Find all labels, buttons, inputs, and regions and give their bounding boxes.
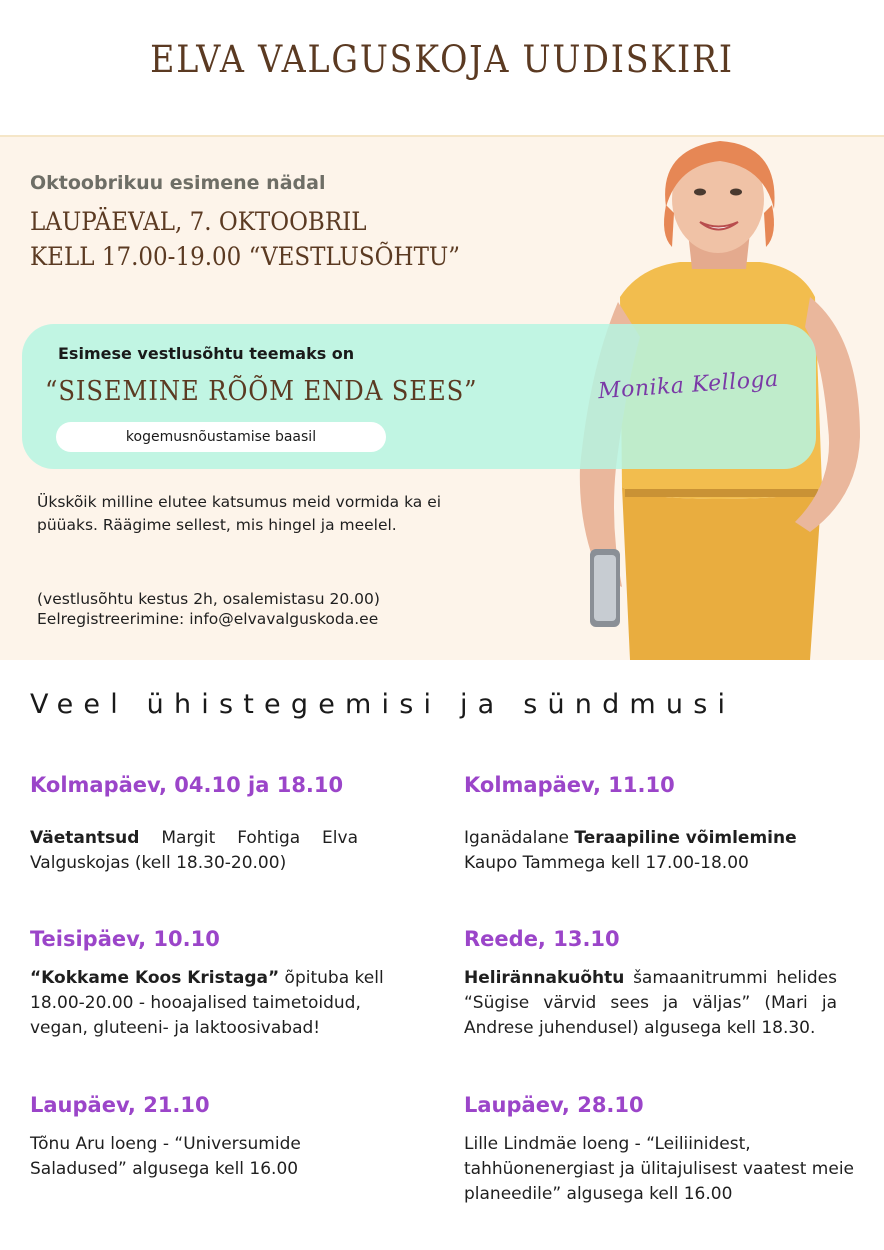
event-description: Väetantsud Margit Fohtiga Elva Valguskojas (kell 18.30-20.00): [30, 828, 358, 873]
event-item: [464, 773, 859, 876]
event-item: [30, 927, 425, 1041]
hero-description: Ükskõik milline elutee katsumus meid vormida ka ei püüaks. Räägime sellest, mis hingel ja meelel.: [37, 493, 442, 534]
event-description: Tõnu Aru loeng - “Universumide Saladused” algusega kell 16.00: [30, 1134, 301, 1179]
event-day: Kolmapäev, 11.10: [464, 773, 675, 797]
event-title: Väetantsud: [30, 828, 140, 848]
hero-section: [0, 135, 884, 660]
host-signature: Monika Kelloga: [597, 366, 780, 405]
event-description: Iganädalane Teraapiline võimlemine Kaupo Tammega kell 17.00-18.00: [464, 828, 797, 873]
event-item: [464, 1093, 859, 1207]
event-day: Laupäev, 28.10: [464, 1093, 644, 1117]
event-description: “Kokkame Koos Kristaga” õpituba kell 18.00-20.00 - hooajalised taimetoidud, vegan, gluteeni- ja laktoosivabad!: [30, 968, 384, 1038]
topic-title: “SISEMINE RÕÕM ENDA SEES”: [45, 376, 478, 407]
event-day: Teisipäev, 10.10: [30, 927, 220, 951]
event-day: Laupäev, 21.10: [30, 1093, 210, 1117]
fee-note: (vestlusõhtu kestus 2h, osalemistasu 20.00): [37, 590, 380, 608]
topic-pill: kogemusnõustamise baasil: [56, 422, 386, 452]
event-day: Kolmapäev, 04.10 ja 18.10: [30, 773, 344, 797]
event-description: Helirännakuõhtu šamaanitrummi helides “Sügise värvid sees ja väljas” (Mari ja Andrese juhendusel) algusega kell 18.30.: [464, 968, 837, 1038]
event-item: [30, 773, 425, 876]
event-day: Reede, 13.10: [464, 927, 620, 951]
event-time: KELL 17.00-19.00 “VESTLUSÕHTU”: [30, 242, 461, 271]
topic-intro: Esimese vestlusõhtu teemaks on: [58, 344, 355, 363]
event-date: LAUPÄEVAL, 7. OKTOOBRIL: [30, 207, 367, 236]
event-title: Helirännakuõhtu: [464, 968, 625, 988]
event-title: Teraapiline võimlemine: [574, 828, 797, 848]
events-heading: Veel ühistegemisi ja sündmusi: [30, 689, 736, 720]
event-item: [464, 927, 859, 1041]
event-description: Lille Lindmäe loeng - “Leiliinidest, tahhüonenergiast ja ülitajulisest vaatest meie planeedile” algusega kell 16.00: [464, 1134, 855, 1204]
hero-subhead: Oktoobrikuu esimene nädal: [30, 172, 326, 194]
registration-note: Eelregistreerimine: info@elvavalguskoda.ee: [37, 610, 379, 628]
masthead: [0, 0, 884, 135]
event-item: [30, 1093, 425, 1182]
newsletter-title: ELVA VALGUSKOJA UUDISKIRI: [150, 38, 734, 81]
event-title: “Kokkame Koos Kristaga”: [30, 968, 280, 988]
